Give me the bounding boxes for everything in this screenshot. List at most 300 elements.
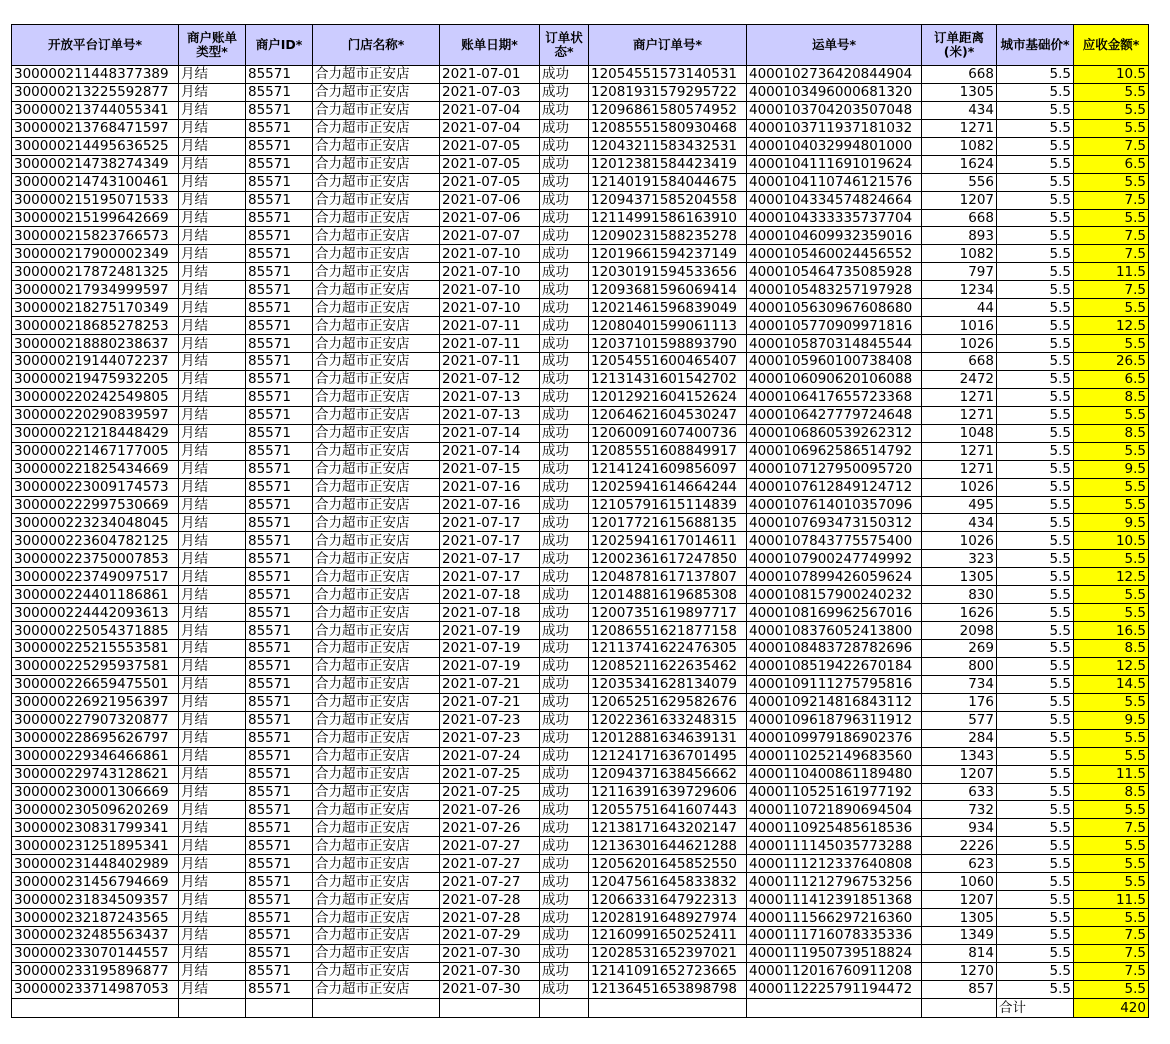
header-store-name[interactable]: 门店名称*	[313, 25, 440, 66]
cell-merchant-order-id[interactable]: 12094371585204558	[589, 191, 747, 209]
cell-open-platform-order-id[interactable]: 300000229743128621	[12, 765, 179, 783]
cell-order-status[interactable]: 成功	[540, 657, 589, 675]
cell-merchant-bill-type[interactable]: 月结	[179, 496, 246, 514]
cell-order-distance[interactable]: 633	[922, 783, 997, 801]
cell-merchant-bill-type[interactable]: 月结	[179, 101, 246, 119]
cell-merchant-bill-type[interactable]: 月结	[179, 119, 246, 137]
cell-merchant-id[interactable]: 85571	[246, 353, 313, 371]
cell-open-platform-order-id[interactable]: 300000225215553581	[12, 640, 179, 658]
cell-merchant-bill-type[interactable]: 月结	[179, 66, 246, 84]
cell-merchant-bill-type[interactable]: 月结	[179, 406, 246, 424]
empty-cell[interactable]	[246, 998, 313, 1017]
cell-order-distance[interactable]: 2226	[922, 837, 997, 855]
cell-merchant-order-id[interactable]: 12030191594533656	[589, 263, 747, 281]
cell-open-platform-order-id[interactable]: 300000217934999597	[12, 281, 179, 299]
cell-order-distance[interactable]: 434	[922, 101, 997, 119]
cell-merchant-id[interactable]: 85571	[246, 335, 313, 353]
cell-merchant-id[interactable]: 85571	[246, 675, 313, 693]
cell-open-platform-order-id[interactable]: 300000223234048045	[12, 514, 179, 532]
cell-bill-date[interactable]: 2021-07-01	[440, 66, 540, 84]
cell-merchant-bill-type[interactable]: 月结	[179, 927, 246, 945]
cell-merchant-id[interactable]: 85571	[246, 783, 313, 801]
cell-open-platform-order-id[interactable]: 300000230001306669	[12, 783, 179, 801]
cell-open-platform-order-id[interactable]: 300000219144072237	[12, 353, 179, 371]
cell-open-platform-order-id[interactable]: 300000232485563437	[12, 927, 179, 945]
cell-city-base-price[interactable]: 5.5	[997, 155, 1074, 173]
cell-open-platform-order-id[interactable]: 300000225054371885	[12, 622, 179, 640]
cell-order-distance[interactable]: 1234	[922, 281, 997, 299]
cell-bill-date[interactable]: 2021-07-06	[440, 191, 540, 209]
cell-order-status[interactable]: 成功	[540, 353, 589, 371]
cell-receivable-amount[interactable]: 6.5	[1074, 155, 1149, 173]
cell-merchant-id[interactable]: 85571	[246, 657, 313, 675]
cell-waybill-id[interactable]: 4000111212796753256	[747, 873, 922, 891]
cell-open-platform-order-id[interactable]: 300000221467177005	[12, 442, 179, 460]
cell-waybill-id[interactable]: 4000105770909971816	[747, 317, 922, 335]
cell-receivable-amount[interactable]: 8.5	[1074, 424, 1149, 442]
cell-waybill-id[interactable]: 4000107693473150312	[747, 514, 922, 532]
cell-waybill-id[interactable]: 4000109979186902376	[747, 729, 922, 747]
cell-waybill-id[interactable]: 4000107900247749992	[747, 550, 922, 568]
cell-store-name[interactable]: 合力超市正安店	[313, 783, 440, 801]
cell-merchant-bill-type[interactable]: 月结	[179, 335, 246, 353]
cell-merchant-order-id[interactable]: 12141241609856097	[589, 460, 747, 478]
cell-merchant-id[interactable]: 85571	[246, 747, 313, 765]
cell-merchant-order-id[interactable]: 12012921604152624	[589, 388, 747, 406]
header-order-distance[interactable]: 订单距离(米)*	[922, 25, 997, 66]
cell-order-distance[interactable]: 1207	[922, 891, 997, 909]
cell-merchant-id[interactable]: 85571	[246, 819, 313, 837]
cell-merchant-bill-type[interactable]: 月结	[179, 353, 246, 371]
cell-bill-date[interactable]: 2021-07-18	[440, 604, 540, 622]
cell-open-platform-order-id[interactable]: 300000214495636525	[12, 137, 179, 155]
cell-bill-date[interactable]: 2021-07-14	[440, 424, 540, 442]
cell-merchant-order-id[interactable]: 12093681596069414	[589, 281, 747, 299]
cell-merchant-bill-type[interactable]: 月结	[179, 227, 246, 245]
cell-merchant-id[interactable]: 85571	[246, 442, 313, 460]
cell-bill-date[interactable]: 2021-07-04	[440, 101, 540, 119]
cell-merchant-order-id[interactable]: 12054551600465407	[589, 353, 747, 371]
cell-waybill-id[interactable]: 4000110721890694504	[747, 801, 922, 819]
cell-bill-date[interactable]: 2021-07-12	[440, 370, 540, 388]
cell-merchant-order-id[interactable]: 12012381584423419	[589, 155, 747, 173]
cell-bill-date[interactable]: 2021-07-30	[440, 944, 540, 962]
cell-open-platform-order-id[interactable]: 300000215199642669	[12, 209, 179, 227]
cell-waybill-id[interactable]: 4000111950739518824	[747, 944, 922, 962]
cell-waybill-id[interactable]: 4000111145035773288	[747, 837, 922, 855]
cell-store-name[interactable]: 合力超市正安店	[313, 675, 440, 693]
cell-bill-date[interactable]: 2021-07-18	[440, 586, 540, 604]
cell-waybill-id[interactable]: 4000108157900240232	[747, 586, 922, 604]
cell-merchant-bill-type[interactable]: 月结	[179, 801, 246, 819]
cell-receivable-amount[interactable]: 9.5	[1074, 711, 1149, 729]
cell-merchant-id[interactable]: 85571	[246, 604, 313, 622]
cell-merchant-bill-type[interactable]: 月结	[179, 173, 246, 191]
cell-order-distance[interactable]: 734	[922, 675, 997, 693]
cell-order-status[interactable]: 成功	[540, 980, 589, 998]
cell-merchant-bill-type[interactable]: 月结	[179, 657, 246, 675]
cell-merchant-order-id[interactable]: 12022361633248315	[589, 711, 747, 729]
cell-city-base-price[interactable]: 5.5	[997, 353, 1074, 371]
cell-merchant-id[interactable]: 85571	[246, 693, 313, 711]
cell-store-name[interactable]: 合力超市正安店	[313, 927, 440, 945]
cell-store-name[interactable]: 合力超市正安店	[313, 263, 440, 281]
cell-store-name[interactable]: 合力超市正安店	[313, 873, 440, 891]
cell-order-status[interactable]: 成功	[540, 944, 589, 962]
cell-waybill-id[interactable]: 4000110400861189480	[747, 765, 922, 783]
cell-merchant-bill-type[interactable]: 月结	[179, 765, 246, 783]
cell-bill-date[interactable]: 2021-07-10	[440, 299, 540, 317]
cell-receivable-amount[interactable]: 7.5	[1074, 191, 1149, 209]
cell-open-platform-order-id[interactable]: 300000220242549805	[12, 388, 179, 406]
cell-city-base-price[interactable]: 5.5	[997, 335, 1074, 353]
cell-receivable-amount[interactable]: 5.5	[1074, 837, 1149, 855]
cell-store-name[interactable]: 合力超市正安店	[313, 532, 440, 550]
empty-cell[interactable]	[440, 998, 540, 1017]
cell-store-name[interactable]: 合力超市正安店	[313, 604, 440, 622]
cell-merchant-order-id[interactable]: 12065251629582676	[589, 693, 747, 711]
cell-merchant-bill-type[interactable]: 月结	[179, 137, 246, 155]
cell-city-base-price[interactable]: 5.5	[997, 604, 1074, 622]
cell-order-status[interactable]: 成功	[540, 550, 589, 568]
cell-merchant-id[interactable]: 85571	[246, 765, 313, 783]
cell-waybill-id[interactable]: 4000103704203507048	[747, 101, 922, 119]
cell-bill-date[interactable]: 2021-07-17	[440, 514, 540, 532]
cell-receivable-amount[interactable]: 5.5	[1074, 980, 1149, 998]
cell-order-status[interactable]: 成功	[540, 317, 589, 335]
cell-order-status[interactable]: 成功	[540, 532, 589, 550]
cell-receivable-amount[interactable]: 11.5	[1074, 765, 1149, 783]
cell-merchant-id[interactable]: 85571	[246, 550, 313, 568]
cell-store-name[interactable]: 合力超市正安店	[313, 155, 440, 173]
cell-waybill-id[interactable]: 4000111566297216360	[747, 909, 922, 927]
cell-waybill-id[interactable]: 4000110925485618536	[747, 819, 922, 837]
cell-waybill-id[interactable]: 4000104609932359016	[747, 227, 922, 245]
cell-order-distance[interactable]: 495	[922, 496, 997, 514]
cell-waybill-id[interactable]: 4000104334574824664	[747, 191, 922, 209]
cell-receivable-amount[interactable]: 12.5	[1074, 568, 1149, 586]
cell-merchant-id[interactable]: 85571	[246, 406, 313, 424]
cell-merchant-order-id[interactable]: 12105791615114839	[589, 496, 747, 514]
cell-merchant-bill-type[interactable]: 月结	[179, 532, 246, 550]
cell-merchant-id[interactable]: 85571	[246, 281, 313, 299]
cell-merchant-bill-type[interactable]: 月结	[179, 245, 246, 263]
cell-merchant-order-id[interactable]: 12056201645852550	[589, 855, 747, 873]
cell-order-status[interactable]: 成功	[540, 299, 589, 317]
cell-order-distance[interactable]: 668	[922, 353, 997, 371]
cell-merchant-id[interactable]: 85571	[246, 263, 313, 281]
cell-order-distance[interactable]: 1060	[922, 873, 997, 891]
cell-open-platform-order-id[interactable]: 300000214738274349	[12, 155, 179, 173]
cell-order-status[interactable]: 成功	[540, 83, 589, 101]
cell-city-base-price[interactable]: 5.5	[997, 514, 1074, 532]
cell-city-base-price[interactable]: 5.5	[997, 909, 1074, 927]
cell-order-status[interactable]: 成功	[540, 729, 589, 747]
cell-receivable-amount[interactable]: 12.5	[1074, 317, 1149, 335]
cell-store-name[interactable]: 合力超市正安店	[313, 765, 440, 783]
cell-order-status[interactable]: 成功	[540, 442, 589, 460]
cell-merchant-order-id[interactable]: 12085551580930468	[589, 119, 747, 137]
cell-bill-date[interactable]: 2021-07-11	[440, 335, 540, 353]
cell-merchant-id[interactable]: 85571	[246, 962, 313, 980]
cell-merchant-id[interactable]: 85571	[246, 173, 313, 191]
cell-merchant-bill-type[interactable]: 月结	[179, 550, 246, 568]
cell-open-platform-order-id[interactable]: 300000231251895341	[12, 837, 179, 855]
cell-merchant-id[interactable]: 85571	[246, 137, 313, 155]
cell-bill-date[interactable]: 2021-07-11	[440, 317, 540, 335]
cell-city-base-price[interactable]: 5.5	[997, 586, 1074, 604]
cell-bill-date[interactable]: 2021-07-28	[440, 909, 540, 927]
cell-order-distance[interactable]: 1626	[922, 604, 997, 622]
cell-store-name[interactable]: 合力超市正安店	[313, 550, 440, 568]
cell-bill-date[interactable]: 2021-07-19	[440, 657, 540, 675]
cell-city-base-price[interactable]: 5.5	[997, 191, 1074, 209]
cell-receivable-amount[interactable]: 9.5	[1074, 514, 1149, 532]
cell-waybill-id[interactable]: 4000112225791194472	[747, 980, 922, 998]
cell-bill-date[interactable]: 2021-07-25	[440, 783, 540, 801]
cell-city-base-price[interactable]: 5.5	[997, 137, 1074, 155]
cell-order-distance[interactable]: 269	[922, 640, 997, 658]
cell-merchant-bill-type[interactable]: 月结	[179, 962, 246, 980]
cell-merchant-bill-type[interactable]: 月结	[179, 604, 246, 622]
cell-order-distance[interactable]: 1305	[922, 83, 997, 101]
cell-order-status[interactable]: 成功	[540, 586, 589, 604]
cell-store-name[interactable]: 合力超市正安店	[313, 173, 440, 191]
cell-order-status[interactable]: 成功	[540, 478, 589, 496]
cell-merchant-id[interactable]: 85571	[246, 388, 313, 406]
cell-merchant-id[interactable]: 85571	[246, 568, 313, 586]
cell-city-base-price[interactable]: 5.5	[997, 640, 1074, 658]
cell-city-base-price[interactable]: 5.5	[997, 227, 1074, 245]
cell-bill-date[interactable]: 2021-07-17	[440, 568, 540, 586]
cell-store-name[interactable]: 合力超市正安店	[313, 66, 440, 84]
cell-city-base-price[interactable]: 5.5	[997, 962, 1074, 980]
cell-city-base-price[interactable]: 5.5	[997, 317, 1074, 335]
cell-order-status[interactable]: 成功	[540, 424, 589, 442]
cell-order-distance[interactable]: 1271	[922, 406, 997, 424]
cell-store-name[interactable]: 合力超市正安店	[313, 891, 440, 909]
cell-merchant-bill-type[interactable]: 月结	[179, 370, 246, 388]
cell-merchant-bill-type[interactable]: 月结	[179, 514, 246, 532]
cell-order-distance[interactable]: 434	[922, 514, 997, 532]
cell-waybill-id[interactable]: 4000105483257197928	[747, 281, 922, 299]
cell-store-name[interactable]: 合力超市正安店	[313, 119, 440, 137]
cell-bill-date[interactable]: 2021-07-04	[440, 119, 540, 137]
cell-bill-date[interactable]: 2021-07-13	[440, 406, 540, 424]
cell-merchant-order-id[interactable]: 12066331647922313	[589, 891, 747, 909]
cell-order-distance[interactable]: 797	[922, 263, 997, 281]
cell-bill-date[interactable]: 2021-07-19	[440, 640, 540, 658]
cell-bill-date[interactable]: 2021-07-21	[440, 693, 540, 711]
cell-merchant-bill-type[interactable]: 月结	[179, 424, 246, 442]
cell-merchant-bill-type[interactable]: 月结	[179, 837, 246, 855]
cell-open-platform-order-id[interactable]: 300000227907320877	[12, 711, 179, 729]
cell-open-platform-order-id[interactable]: 300000233070144557	[12, 944, 179, 962]
header-city-base-price[interactable]: 城市基础价*	[997, 25, 1074, 66]
cell-receivable-amount[interactable]: 5.5	[1074, 801, 1149, 819]
cell-order-distance[interactable]: 176	[922, 693, 997, 711]
cell-merchant-id[interactable]: 85571	[246, 927, 313, 945]
cell-order-distance[interactable]: 1016	[922, 317, 997, 335]
cell-waybill-id[interactable]: 4000108376052413800	[747, 622, 922, 640]
cell-order-distance[interactable]: 668	[922, 66, 997, 84]
cell-bill-date[interactable]: 2021-07-06	[440, 209, 540, 227]
cell-merchant-id[interactable]: 85571	[246, 909, 313, 927]
cell-merchant-id[interactable]: 85571	[246, 980, 313, 998]
cell-merchant-order-id[interactable]: 12043211583432531	[589, 137, 747, 155]
cell-open-platform-order-id[interactable]: 300000232187243565	[12, 909, 179, 927]
cell-bill-date[interactable]: 2021-07-05	[440, 173, 540, 191]
cell-open-platform-order-id[interactable]: 300000230831799341	[12, 819, 179, 837]
cell-bill-date[interactable]: 2021-07-23	[440, 711, 540, 729]
cell-merchant-bill-type[interactable]: 月结	[179, 388, 246, 406]
cell-waybill-id[interactable]: 4000112016760911208	[747, 962, 922, 980]
cell-city-base-price[interactable]: 5.5	[997, 263, 1074, 281]
cell-merchant-bill-type[interactable]: 月结	[179, 640, 246, 658]
cell-merchant-id[interactable]: 85571	[246, 478, 313, 496]
cell-bill-date[interactable]: 2021-07-24	[440, 747, 540, 765]
cell-merchant-order-id[interactable]: 12060091607400736	[589, 424, 747, 442]
cell-store-name[interactable]: 合力超市正安店	[313, 944, 440, 962]
cell-store-name[interactable]: 合力超市正安店	[313, 711, 440, 729]
cell-bill-date[interactable]: 2021-07-16	[440, 478, 540, 496]
cell-merchant-order-id[interactable]: 12094371638456662	[589, 765, 747, 783]
cell-order-status[interactable]: 成功	[540, 209, 589, 227]
cell-store-name[interactable]: 合力超市正安店	[313, 460, 440, 478]
cell-store-name[interactable]: 合力超市正安店	[313, 962, 440, 980]
cell-merchant-order-id[interactable]: 12114991586163910	[589, 209, 747, 227]
cell-merchant-bill-type[interactable]: 月结	[179, 747, 246, 765]
cell-city-base-price[interactable]: 5.5	[997, 101, 1074, 119]
cell-order-distance[interactable]: 857	[922, 980, 997, 998]
cell-merchant-bill-type[interactable]: 月结	[179, 622, 246, 640]
cell-merchant-order-id[interactable]: 12048781617137807	[589, 568, 747, 586]
cell-store-name[interactable]: 合力超市正安店	[313, 568, 440, 586]
cell-merchant-bill-type[interactable]: 月结	[179, 855, 246, 873]
empty-cell[interactable]	[540, 998, 589, 1017]
cell-waybill-id[interactable]: 4000106090620106088	[747, 370, 922, 388]
cell-order-distance[interactable]: 1271	[922, 460, 997, 478]
cell-open-platform-order-id[interactable]: 300000226659475501	[12, 675, 179, 693]
cell-waybill-id[interactable]: 4000111716078335336	[747, 927, 922, 945]
cell-merchant-order-id[interactable]: 12064621604530247	[589, 406, 747, 424]
cell-merchant-id[interactable]: 85571	[246, 119, 313, 137]
cell-order-status[interactable]: 成功	[540, 514, 589, 532]
cell-order-distance[interactable]: 732	[922, 801, 997, 819]
cell-store-name[interactable]: 合力超市正安店	[313, 317, 440, 335]
cell-bill-date[interactable]: 2021-07-25	[440, 765, 540, 783]
cell-merchant-bill-type[interactable]: 月结	[179, 478, 246, 496]
cell-order-status[interactable]: 成功	[540, 155, 589, 173]
cell-merchant-bill-type[interactable]: 月结	[179, 317, 246, 335]
cell-receivable-amount[interactable]: 12.5	[1074, 657, 1149, 675]
cell-store-name[interactable]: 合力超市正安店	[313, 353, 440, 371]
cell-store-name[interactable]: 合力超市正安店	[313, 640, 440, 658]
cell-open-platform-order-id[interactable]: 300000222997530669	[12, 496, 179, 514]
cell-store-name[interactable]: 合力超市正安店	[313, 729, 440, 747]
cell-receivable-amount[interactable]: 14.5	[1074, 675, 1149, 693]
cell-order-distance[interactable]: 1048	[922, 424, 997, 442]
cell-merchant-order-id[interactable]: 12025941614664244	[589, 478, 747, 496]
cell-store-name[interactable]: 合力超市正安店	[313, 83, 440, 101]
cell-open-platform-order-id[interactable]: 300000213225592877	[12, 83, 179, 101]
cell-order-status[interactable]: 成功	[540, 765, 589, 783]
cell-city-base-price[interactable]: 5.5	[997, 927, 1074, 945]
cell-waybill-id[interactable]: 4000111412391851368	[747, 891, 922, 909]
cell-merchant-order-id[interactable]: 12047561645833832	[589, 873, 747, 891]
cell-open-platform-order-id[interactable]: 300000225295937581	[12, 657, 179, 675]
cell-merchant-id[interactable]: 85571	[246, 460, 313, 478]
cell-merchant-bill-type[interactable]: 月结	[179, 980, 246, 998]
total-label[interactable]: 合计	[997, 998, 1074, 1017]
cell-city-base-price[interactable]: 5.5	[997, 819, 1074, 837]
cell-bill-date[interactable]: 2021-07-17	[440, 550, 540, 568]
cell-open-platform-order-id[interactable]: 300000218275170349	[12, 299, 179, 317]
cell-merchant-order-id[interactable]: 12021461596839049	[589, 299, 747, 317]
cell-store-name[interactable]: 合力超市正安店	[313, 227, 440, 245]
cell-merchant-order-id[interactable]: 12080401599061113	[589, 317, 747, 335]
cell-merchant-bill-type[interactable]: 月结	[179, 783, 246, 801]
cell-merchant-order-id[interactable]: 12113741622476305	[589, 640, 747, 658]
cell-store-name[interactable]: 合力超市正安店	[313, 442, 440, 460]
cell-order-status[interactable]: 成功	[540, 855, 589, 873]
cell-merchant-id[interactable]: 85571	[246, 227, 313, 245]
cell-city-base-price[interactable]: 5.5	[997, 388, 1074, 406]
cell-store-name[interactable]: 合力超市正安店	[313, 586, 440, 604]
cell-merchant-bill-type[interactable]: 月结	[179, 299, 246, 317]
cell-open-platform-order-id[interactable]: 300000214743100461	[12, 173, 179, 191]
cell-receivable-amount[interactable]: 5.5	[1074, 586, 1149, 604]
cell-open-platform-order-id[interactable]: 300000218685278253	[12, 317, 179, 335]
cell-store-name[interactable]: 合力超市正安店	[313, 801, 440, 819]
cell-store-name[interactable]: 合力超市正安店	[313, 819, 440, 837]
cell-order-distance[interactable]: 1343	[922, 747, 997, 765]
cell-order-status[interactable]: 成功	[540, 837, 589, 855]
cell-merchant-order-id[interactable]: 12002361617247850	[589, 550, 747, 568]
cell-merchant-id[interactable]: 85571	[246, 640, 313, 658]
cell-waybill-id[interactable]: 4000103496000681320	[747, 83, 922, 101]
cell-store-name[interactable]: 合力超市正安店	[313, 855, 440, 873]
header-order-status[interactable]: 订单状态*	[540, 25, 589, 66]
cell-city-base-price[interactable]: 5.5	[997, 424, 1074, 442]
cell-receivable-amount[interactable]: 5.5	[1074, 173, 1149, 191]
cell-receivable-amount[interactable]: 5.5	[1074, 747, 1149, 765]
cell-order-status[interactable]: 成功	[540, 909, 589, 927]
cell-receivable-amount[interactable]: 6.5	[1074, 370, 1149, 388]
cell-merchant-id[interactable]: 85571	[246, 317, 313, 335]
cell-merchant-bill-type[interactable]: 月结	[179, 155, 246, 173]
cell-city-base-price[interactable]: 5.5	[997, 66, 1074, 84]
cell-merchant-bill-type[interactable]: 月结	[179, 568, 246, 586]
cell-merchant-order-id[interactable]: 12007351619897717	[589, 604, 747, 622]
cell-order-distance[interactable]: 1026	[922, 335, 997, 353]
cell-open-platform-order-id[interactable]: 300000221825434669	[12, 460, 179, 478]
cell-merchant-order-id[interactable]: 12014881619685308	[589, 586, 747, 604]
cell-merchant-order-id[interactable]: 12017721615688135	[589, 514, 747, 532]
cell-receivable-amount[interactable]: 5.5	[1074, 478, 1149, 496]
cell-waybill-id[interactable]: 4000107612849124712	[747, 478, 922, 496]
cell-receivable-amount[interactable]: 8.5	[1074, 640, 1149, 658]
cell-merchant-order-id[interactable]: 12136301644621288	[589, 837, 747, 855]
cell-open-platform-order-id[interactable]: 300000230509620269	[12, 801, 179, 819]
cell-receivable-amount[interactable]: 10.5	[1074, 66, 1149, 84]
cell-bill-date[interactable]: 2021-07-19	[440, 622, 540, 640]
cell-receivable-amount[interactable]: 5.5	[1074, 873, 1149, 891]
cell-store-name[interactable]: 合力超市正安店	[313, 657, 440, 675]
cell-merchant-order-id[interactable]: 12096861580574952	[589, 101, 747, 119]
cell-store-name[interactable]: 合力超市正安店	[313, 209, 440, 227]
cell-bill-date[interactable]: 2021-07-10	[440, 263, 540, 281]
